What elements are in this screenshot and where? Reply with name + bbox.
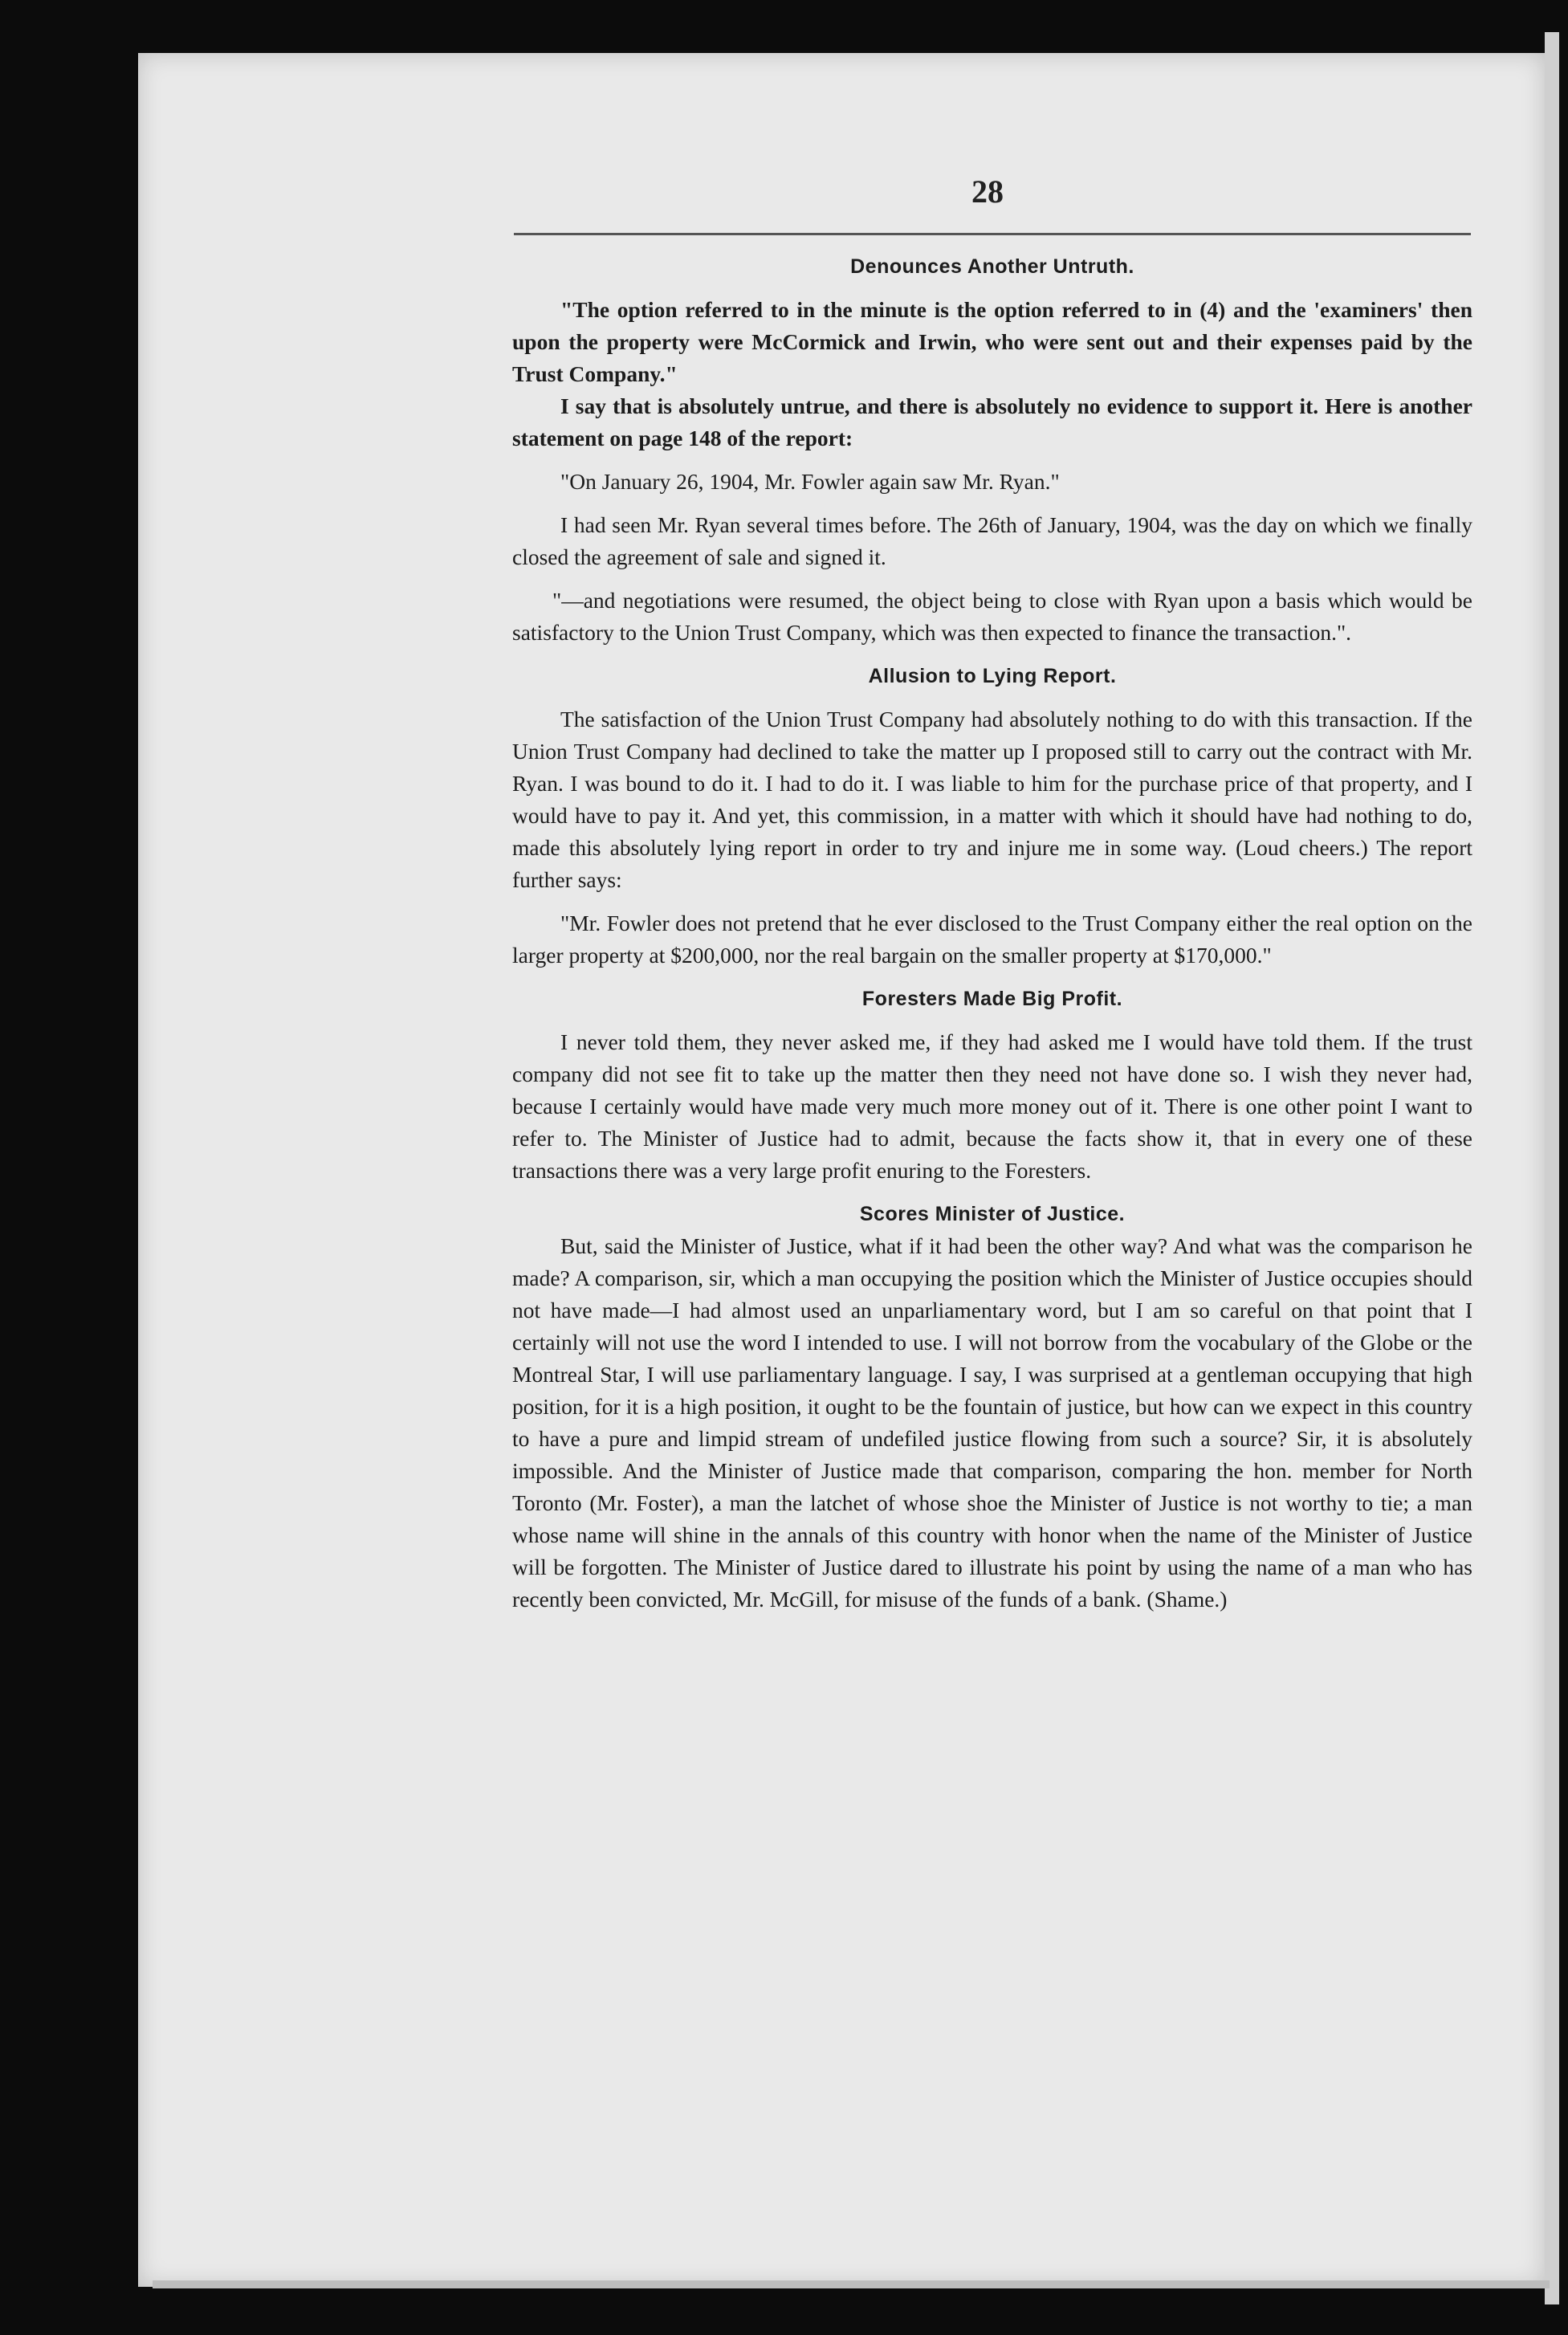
section-heading: Denounces Another Untruth. [850,255,1134,278]
paragraph: "The option referred to in the minute is the option referred to in (4) and the 'examiners' then upon the property were McCormick and Irwin, who were sent out and their expenses paid by the Trust Company." [512,297,1472,386]
page-edge [1545,32,1559,2304]
paragraph: The satisfaction of the Union Trust Company had absolutely nothing to do with this transaction. If the Union Trust Company had declined to take the matter up I proposed still to carry out the contract with Mr. Ryan. I was bound to do it. I had to do it. I was liable to him for the purchase price of that property, and I would have to pay it. And yet, this commission, in a matter with which it should have had nothing to do, made this absolutely lying report in order to try and injure me in some way. (Loud cheers.) The report further says: [512,707,1472,892]
paragraph: "—and negotiations were resumed, the object being to close with Ryan upon a basis which would be satisfactory to the Union Trust Company, which was then expected to finance the transaction.". [512,588,1472,645]
section-heading: Foresters Made Big Profit. [861,988,1123,1010]
section-heading: Scores Minister of Justice. [859,1203,1126,1225]
document-body [512,247,1472,1616]
page-bottom-edge [153,2280,1550,2288]
paragraph: I never told them, they never asked me, if they had asked me I would have told them. If the trust company did not see fit to take up the matter then they need not have done so. I wish they never had, because I certainly would have made very much more money out of it. There is one other point I want to refer to. The Minister of Justice had to admit, because the facts show it, that in every one of these transactions there was a very large profit enuring to the Foresters. [512,1029,1472,1183]
paragraph: But, said the Minister of Justice, what if it had been the other way? And what was the comparison he made? A comparison, sir, which a man occupying the position which the Minister of Justice occupies should not have made—I had almost used an unparliamentary word, but I am so careful on that point that I certainly will not use the word I intended to use. I will not borrow from the vocabulary of the Globe or the Montreal Star, I will use parliamentary language. I say, I was surprised at a gentleman occupying that high position, for it is a high position, it ought to be the fountain of justice, but how can we expect in this country to have a pure and limpid stream of undefiled justice flowing from such a source? Sir, it is absolutely impossible. And the Minister of Justice made that comparison, comparing the hon. member for North Toronto (Mr. Foster), a man the latchet of whose shoe the Minister of Justice is not worthy to tie; a man whose name will shine in the annals of this country with honor when the name of the Minister of Justice will be forgotten. The Minister of Justice dared to illustrate his point by using the name of a man who has recently been convicted, Mr. McGill, for misuse of the funds of a bank. (Shame.) [512,1233,1472,1612]
page-number: 28 [971,173,1004,210]
paragraph: "On January 26, 1904, Mr. Fowler again saw Mr. Ryan." [560,469,1060,494]
paragraph: "Mr. Fowler does not pretend that he ever disclosed to the Trust Company either the real option on the larger property at $200,000, nor the real bargain on the smaller property at $170,000." [512,911,1472,968]
section-heading: Allusion to Lying Report. [868,665,1117,687]
header-rule [514,233,1471,235]
paragraph: I say that is absolutely untrue, and there is absolutely no evidence to support it. Here is another statement on page 148 of the report: [512,393,1472,450]
paragraph: I had seen Mr. Ryan several times before. The 26th of January, 1904, was the day on which we finally closed the agreement of sale and signed it. [512,512,1472,569]
